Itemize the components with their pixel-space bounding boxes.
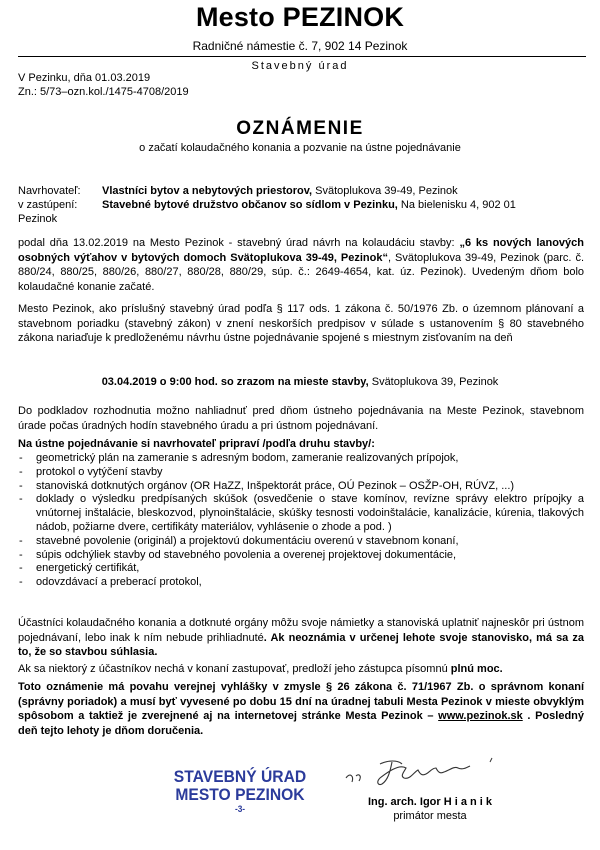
hearing-date-bold: 03.04.2019 o 9:00 hod. so zrazom na mieste stavby, [101,376,369,388]
representative-label: v zastúpení: [18,199,78,211]
representative-name: Stavebné bytové družstvo občanov so sídlom v Pezinku, [102,199,398,211]
representation-text: Ak sa niektorý z účastníkov nechá v konaní zastupovať, predloží jeho zástupca písomnú [18,663,451,675]
paragraph-representation [18,662,584,677]
reference-number: Zn.: 5/73–ozn.kol./1475-4708/2019 [18,86,189,98]
place-date: V Pezinku, dňa 01.03.2019 [18,72,151,84]
objections-text-bold: . Ak neoznámia v určenej lehote svoje stanovisko, má sa za to, že so stavbou súhlasia. [18,631,584,659]
representative-row [18,198,584,226]
list-item: - geometrický plán na zameranie s adresným bodom, zameranie realizovaných prípojok, [18,452,584,466]
header-divider [18,56,586,57]
hearing-location: Svätoplukova 39, Pezinok [368,376,499,388]
representative-city: Pezinok [18,213,58,225]
stamp-line-2: MESTO PEZINOK [175,785,305,804]
building-name: „6 ks nových lanových osobných výťahov v bytových domoch Svätoplukova 39-49, Pezinok“ [18,237,584,264]
handwritten-signature [340,752,520,792]
paragraph-public-notice [18,680,584,738]
paragraph-application [18,236,584,294]
application-text-rest: , Svätoplukova 39-49, Pezinok (parc. č. 880/24, 880/25, 880/26, 880/27, 880/28, 880/29, súp. č.: 2649-4654, kat. úz. Pezinok). Uvedeným dňom bolo kolaudačné konanie začaté. [18,251,584,293]
stamp-line-1: STAVEBNÝ ÚRAD [173,767,307,786]
letterhead-address: Radničné námestie č. 7, 902 14 Pezinok [192,39,408,53]
list-item: - odovzdávací a preberací protokol, [18,576,584,590]
letterhead-title: Mesto PEZINOK [195,2,405,32]
document-heading: OZNÁMENIE [236,118,364,139]
public-notice-text: Toto oznámenie má povahu verejnej vyhlášky v zmysle § 26 zákona č. 71/1967 Zb. o správnom konaní (správny poriadok) a musí byť vyvesené po dobu 15 dní na úradnej tabuli Mesta Pezinok v mieste obvyklým spôsobom a taktiež je zverejnené aj na internetovej stránke Mesta Pezinok – [18,681,584,723]
objections-text: Účastníci kolaudačného konania a dotknuté orgány môžu svoje námietky a stanoviská uplatniť najneskôr pri ústnom pojednávaní, lebo inak k ním nebude prihliadnuté [18,617,584,644]
document-subheading: o začatí kolaudačného konania a pozvanie na ústne pojednávanie [139,142,461,154]
signer-role: primátor mesta [393,810,467,822]
official-stamp [157,768,323,814]
applicant-name: Vlastníci bytov a nebytových priestorov, [102,185,313,197]
list-item: - stanoviská dotknutých orgánov (OR HaZZ, Inšpektorát práce, OÚ Pezinok – OSŽP-OH, RÚVZ, ...) [18,480,584,494]
paragraph-authority: Mesto Pezinok, ako príslušný stavebný úrad podľa § 117 ods. 1 zákona č. 50/1976 Zb. o územnom plánovaní a stavebnom poriadku (stavebný zákon) v znení neskorších predpisov v súlade s ustanovením § 80 stavebného zákona nariaďuje k predloženému návrhu ústne pojednávanie spojené s miestnym zisťovaním na deň [18,303,584,345]
stamp-mark: -3- [234,804,246,814]
list-item: - súpis odchýliek stavby od stavebného povolenia a overenej projektovej dokumentácie, [18,549,584,563]
list-item: - energetický certifikát, [18,562,584,576]
list-item: - doklady o výsledku predpísaných skúšok (osvedčenie o stave komínov, revízne správy elektro prípojky a vnútornej inštalácie, bleskozvod, plynoinštalácie, skúšky tesnosti vodoinštalácie, kanalizácie, kúrenia, tlakových nádob, požiarne dvere, certifikáty materiálov, vyhlásenie o zhode a pod. ) [18,493,584,534]
applicant-row [18,184,584,198]
hearing-date [0,376,600,388]
paragraph-objections [18,616,584,660]
website-link[interactable]: www.pezinok.sk [438,710,523,723]
public-notice-end: . Posledný deň tejto lehoty je dňom doručenia. [18,710,584,737]
office-name: Stavebný úrad [251,60,349,72]
signer-name: Ing. arch. Igor H i a n i k [367,796,493,808]
requirements-list [18,452,584,590]
power-of-attorney: plnú moc. [450,663,503,675]
paragraph-documents: Do podkladov rozhodnutia možno nahliadnuť pred dňom ústneho pojednávania na Meste Pezinok, stavebnom úrade počas úradných hodín stavebného úradu a pri ústnom pojednávaní. [18,405,584,432]
applicant-label: Navrhovateľ: [18,185,81,197]
application-text: podal dňa 13.02.2019 na Mesto Pezinok - stavebný úrad návrh na kolaudáciu stavby: [18,237,460,249]
list-item: - protokol o vytýčení stavby [18,466,584,480]
applicant-address: Svätoplukova 39-49, Pezinok [312,185,458,197]
list-item: - stavebné povolenie (originál) a projektovú dokumentáciu overenú v stavebnom konaní, [18,535,584,549]
list-heading: Na ústne pojednávanie si navrhovateľ pripraví /podľa druhu stavby/: [18,438,375,450]
representative-address: Na bielenisku 4, 902 01 [397,199,516,211]
